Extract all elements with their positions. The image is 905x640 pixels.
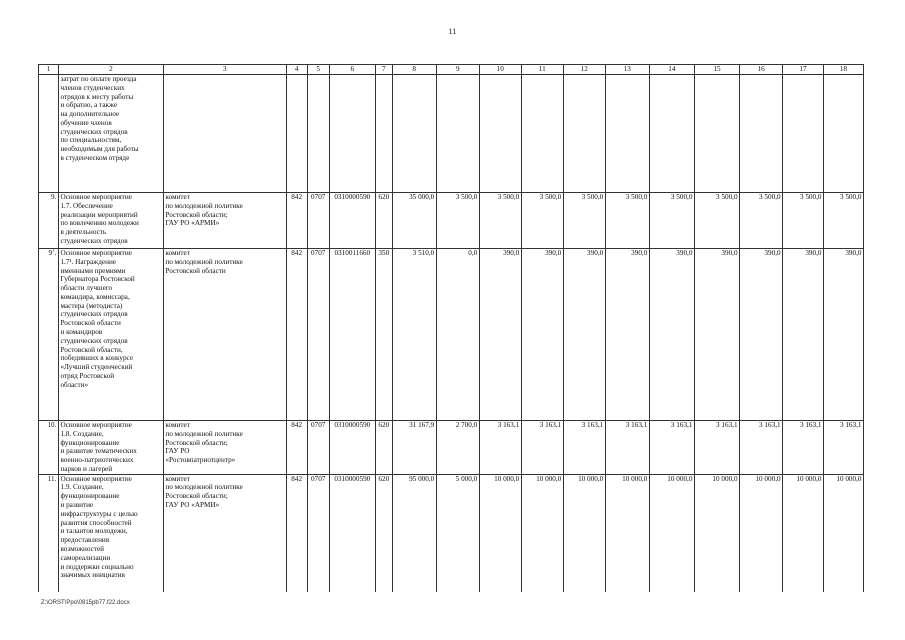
amount-cell: 390,0 [479, 249, 521, 421]
amount-cell: 3 500,0 [649, 193, 694, 249]
amount-cell: 35 000,0 [392, 193, 436, 249]
amount-cell: 3 500,0 [479, 193, 521, 249]
header-row [39, 65, 864, 75]
amount-cell [392, 75, 436, 193]
amount-cell: 390,0 [740, 249, 783, 421]
budget-code-c4: 842 [286, 193, 307, 249]
amount-cell: 95 000,0 [392, 474, 436, 592]
header-cell: 1 [39, 65, 59, 75]
amount-cell: 10 000,0 [824, 474, 864, 592]
measure-name: Основное мероприятие 1.8. Создание, функционирование и развитие тематических военно-патриотических парков и лагерей [58, 421, 163, 475]
budget-code-c7: 350 [375, 249, 392, 421]
budget-code-c5: 0707 [307, 249, 329, 421]
amount-cell [740, 75, 783, 193]
budget-code-c7 [375, 75, 392, 193]
budget-code-c4: 842 [286, 474, 307, 592]
amount-cell [824, 75, 864, 193]
budget-code-c7: 620 [375, 193, 392, 249]
amount-cell [436, 75, 479, 193]
amount-cell: 390,0 [649, 249, 694, 421]
amount-cell [694, 75, 739, 193]
header-cell: 14 [649, 65, 694, 75]
amount-cell: 3 500,0 [436, 193, 479, 249]
amount-cell [605, 75, 649, 193]
header-cell: 16 [740, 65, 783, 75]
header-cell: 13 [605, 65, 649, 75]
amount-cell: 3 163,1 [563, 421, 605, 475]
measure-name: Основное мероприятие 1.9. Создание, функционирование и развитие инфраструктуры с целью развития способностей и талантов молодежи, предоставления возможностей самореализации и поддержки социально значимых инициатив [58, 474, 163, 592]
budget-code-c4: 842 [286, 421, 307, 475]
amount-cell: 390,0 [521, 249, 563, 421]
header-cell: 10 [479, 65, 521, 75]
budget-code-c5: 0707 [307, 421, 329, 475]
table-row [39, 249, 864, 421]
table-row [39, 421, 864, 475]
budget-code-c7: 620 [375, 474, 392, 592]
measure-name: Основное мероприятие 1.7¹. Награждение именными премиями Губернатора Ростовской области лучшего командира, комиссара, мастера (методиста) студенческих отрядов Ростовской области и командиров студенческих отрядов Ростовской области, победивших в конкурсе «Лучший студенческий отряд Ростовской области» [58, 249, 163, 421]
amount-cell [783, 75, 824, 193]
amount-cell: 3 500,0 [521, 193, 563, 249]
executor: комитет по молодежной политике Ростовской области [163, 249, 286, 421]
row-number-superscript: 1 [52, 248, 55, 254]
executor [163, 75, 286, 193]
table-row [39, 474, 864, 592]
header-cell: 17 [783, 65, 824, 75]
budget-code-c7: 620 [375, 421, 392, 475]
header-cell: 9 [436, 65, 479, 75]
page-number: 11 [448, 27, 457, 36]
amount-cell: 10 000,0 [783, 474, 824, 592]
amount-cell: 0,0 [436, 249, 479, 421]
amount-cell: 3 163,1 [783, 421, 824, 475]
header-cell: 8 [392, 65, 436, 75]
amount-cell: 2 700,0 [436, 421, 479, 475]
budget-code-c5 [307, 75, 329, 193]
header-cell: 18 [824, 65, 864, 75]
budget-code-c5: 0707 [307, 474, 329, 592]
amount-cell: 390,0 [783, 249, 824, 421]
table-row [39, 193, 864, 249]
amount-cell: 3 163,1 [649, 421, 694, 475]
amount-cell: 10 000,0 [521, 474, 563, 592]
row-number: 10. [39, 421, 59, 475]
measure-name: Основное мероприятие 1.7. Обеспечение реализации мероприятий по вовлечению молодежи в деятельность студенческих отрядов [58, 193, 163, 249]
amount-cell: 3 163,1 [694, 421, 739, 475]
measure-name: затрат по оплате проезда членов студенческих отрядов к месту работы и обратно, а также на дополнительное обучение членов студенческих отрядов по специальностям, необходимым для работы в студенческом отряде [58, 75, 163, 193]
amount-cell: 3 163,1 [824, 421, 864, 475]
amount-cell: 3 163,1 [479, 421, 521, 475]
amount-cell: 31 167,9 [392, 421, 436, 475]
amount-cell [521, 75, 563, 193]
amount-cell: 10 000,0 [605, 474, 649, 592]
row-number [39, 75, 59, 193]
amount-cell: 3 500,0 [605, 193, 649, 249]
amount-cell: 3 500,0 [824, 193, 864, 249]
amount-cell: 3 510,0 [392, 249, 436, 421]
budget-code-c5: 0707 [307, 193, 329, 249]
budget-code-c6: 0310000590 [329, 421, 375, 475]
amount-cell: 3 500,0 [740, 193, 783, 249]
amount-cell: 3 163,1 [740, 421, 783, 475]
amount-cell: 390,0 [824, 249, 864, 421]
table-row [39, 75, 864, 193]
budget-table [38, 64, 864, 592]
header-cell: 2 [58, 65, 163, 75]
header-cell: 7 [375, 65, 392, 75]
budget-code-c6: 0310000590 [329, 193, 375, 249]
amount-cell: 3 500,0 [563, 193, 605, 249]
amount-cell: 10 000,0 [694, 474, 739, 592]
amount-cell [563, 75, 605, 193]
amount-cell [649, 75, 694, 193]
budget-code-c4: 842 [286, 249, 307, 421]
amount-cell: 390,0 [605, 249, 649, 421]
file-path-footer: Z:\ORST\Ppo\0815pb77.f22.docx [41, 600, 130, 606]
amount-cell: 10 000,0 [740, 474, 783, 592]
amount-cell: 5 000,0 [436, 474, 479, 592]
row-number: 11. [39, 474, 59, 592]
amount-cell: 3 500,0 [694, 193, 739, 249]
amount-cell: 3 500,0 [783, 193, 824, 249]
budget-code-c6: 0310011660 [329, 249, 375, 421]
amount-cell [479, 75, 521, 193]
row-number: $9^1$. [39, 249, 59, 421]
header-cell: 12 [563, 65, 605, 75]
header-cell: 6 [329, 65, 375, 75]
amount-cell: 390,0 [694, 249, 739, 421]
row-number: 9. [39, 193, 59, 249]
budget-code-c6 [329, 75, 375, 193]
amount-cell: 10 000,0 [563, 474, 605, 592]
header-cell: 11 [521, 65, 563, 75]
budget-code-c4 [286, 75, 307, 193]
header-cell: 4 [286, 65, 307, 75]
amount-cell: 10 000,0 [479, 474, 521, 592]
header-cell: 15 [694, 65, 739, 75]
executor: комитет по молодежной политике Ростовской области; ГАУ РО «АРМИ» [163, 474, 286, 592]
header-cell: 3 [163, 65, 286, 75]
budget-code-c6: 0310000590 [329, 474, 375, 592]
amount-cell: 3 163,1 [521, 421, 563, 475]
amount-cell: 10 000,0 [649, 474, 694, 592]
amount-cell: 3 163,1 [605, 421, 649, 475]
executor: комитет по молодежной политике Ростовской области; ГАУ РО «АРМИ» [163, 193, 286, 249]
amount-cell: 390,0 [563, 249, 605, 421]
header-cell: 5 [307, 65, 329, 75]
executor: комитет по молодежной политике Ростовской области; ГАУ РО «Ростовпатриотцентр» [163, 421, 286, 475]
